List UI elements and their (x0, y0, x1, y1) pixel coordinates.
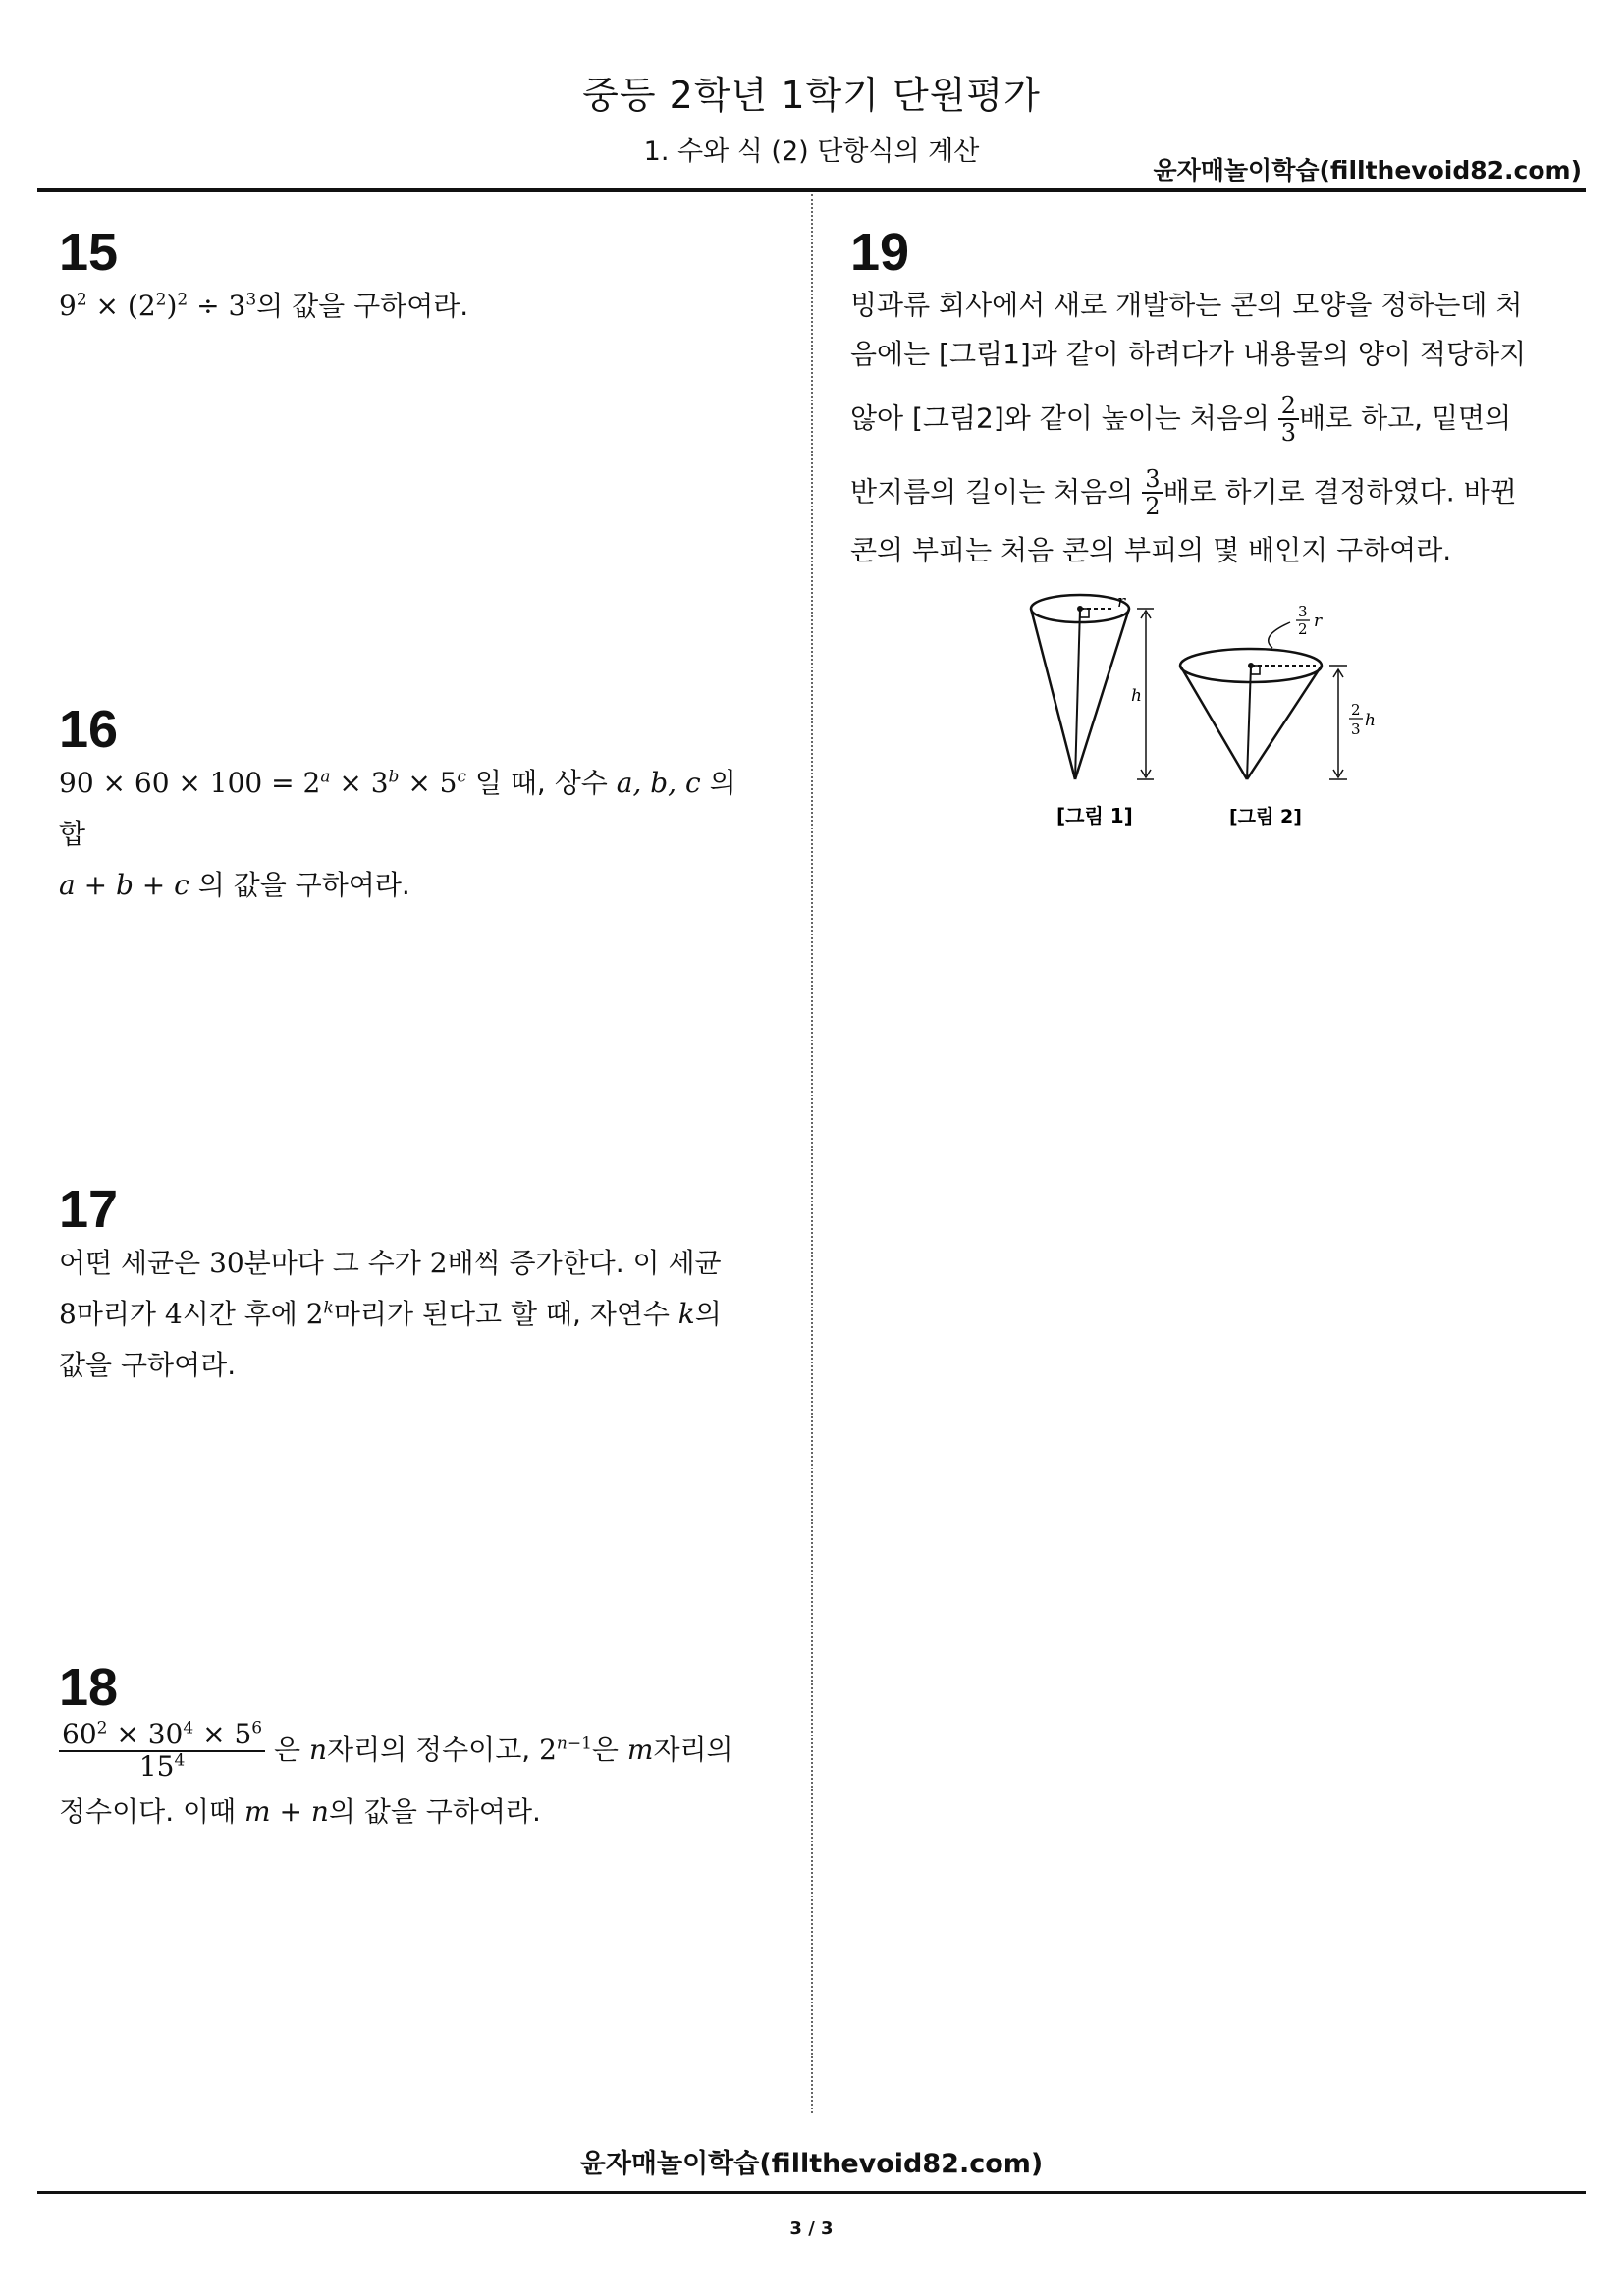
brand-header: 윤자매놀이학습(fillthevoid82.com) (1153, 156, 1582, 185)
svg-text:2: 2 (1351, 701, 1361, 719)
problem-number: 15 (59, 223, 119, 282)
fraction: $\frac{60^2 \times 30^4 \times 5^6}{15^4}$ (59, 1720, 265, 1783)
problem-text: $\frac{60^2 \times 30^4 \times 5^6}{15^4}$ 은 n자리의 정수이고, $2^{n-1}$은 m자리의 정수이다. 이때 m + n의 값을 구하여라. (59, 1718, 733, 1828)
svg-text:3: 3 (1351, 721, 1361, 738)
fraction: $\frac{3}{2}$ (1142, 466, 1163, 520)
cone-figure (1001, 587, 1414, 842)
svg-text:r: r (1314, 612, 1323, 631)
problem-15 (59, 223, 469, 332)
cone-2 (1180, 622, 1347, 779)
problem-number: 18 (59, 1658, 119, 1717)
problem-16 (59, 700, 751, 911)
header-rule (37, 188, 1586, 192)
page-title: 중등 2학년 1학기 단원평가 (582, 74, 1041, 117)
problem-text: 빙과류 회사에서 새로 개발하는 콘의 모양을 정하는데 처 음에는 [그림1]과 같이 하려다가 내용물의 양이 적당하지 않아 [그림2]와 같이 높이는 처음의 $\frac{2}{3}$ 배로 하고, 밑면의 반지름의 길이는 처음의 $\frac{3}{2}$ 배로 하기로 결정하였다. 바뀐 콘의 부피는 처음 콘의 부피의 몇 배인지 구하여라. (850, 289, 1527, 566)
footer-rule (37, 2191, 1586, 2194)
problem-18 (59, 1658, 761, 1842)
svg-text:3: 3 (1298, 603, 1308, 620)
height-label: h (1131, 686, 1142, 706)
brand-footer: 윤자매놀이학습(fillthevoid82.com) (579, 2149, 1044, 2179)
problem-19 (850, 223, 1547, 575)
problem-number: 19 (850, 223, 910, 282)
problem-text: 어떤 세균은 30분마다 그 수가 2배씩 증가한다. 이 세균 8마리가 4시간 후에 2$^k$마리가 된다고 할 때, 자연수 k의 값을 구하여라. (59, 1247, 722, 1381)
problem-17 (59, 1180, 756, 1391)
caption-figure-1: [그림 1] (1056, 804, 1133, 828)
page-number: 3 / 3 (789, 2218, 834, 2239)
caption-figure-2: [그림 2] (1229, 806, 1302, 828)
problem-text: $9^2 \times (2^2)^2 \div 3^3$의 값을 구하여라. (59, 290, 469, 322)
radius-label: r (1117, 592, 1126, 612)
problem-text: $90 \times 60 \times 100 = 2^a \times 3^b \times 5^c$ 일 때, 상수 a, b, c 의 합 a + b + c 의 값을 구하여라. (59, 767, 736, 901)
page-subtitle: 1. 수와 식 (2) 단항식의 계산 (643, 136, 980, 167)
problem-number: 16 (59, 700, 119, 759)
column-divider (811, 194, 813, 2113)
svg-text:h: h (1365, 711, 1376, 730)
fraction: $\frac{2}{3}$ (1278, 393, 1299, 447)
svg-text:2: 2 (1298, 620, 1308, 638)
problem-number: 17 (59, 1180, 119, 1239)
